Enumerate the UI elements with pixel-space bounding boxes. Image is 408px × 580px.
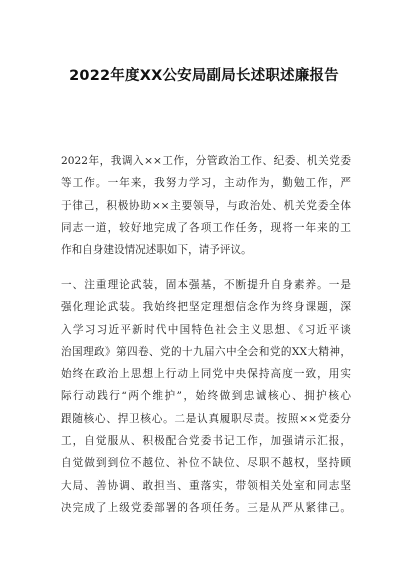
text-line: 跟随核心、捍卫核心。二是认真履职尽责。按照××党委分 [61,412,351,425]
text-line: 大局、善协调、敢担当、重落实，带领相关处室和同志坚 [61,479,351,492]
paragraph-section-one [61,274,351,519]
text-line: 等工作。一年来，我努力学习，主动作为，勤勉工作，严 [61,177,351,190]
text-line: 强化理论武装。我始终把坚定理想信念作为终身课题，深 [61,301,351,314]
text-line: 一、注重理论武装，固本强基，不断提升自身素养。一是 [61,279,351,291]
text-line: 同志一道，较好地完成了各项工作任务，现将一年来的工 [61,221,351,234]
text-line: 工，自觉服从、积极配合党委书记工作，加强请示汇报， [61,435,351,448]
document-title: 2022年度XX公安局副局长述职述廉报告 [69,68,339,84]
text-line: 作和自身建设情况述职如下，请予评议。 [61,244,252,257]
text-line: 于律己，积极协助××主要领导，与政治处、机关党委全体 [61,199,351,212]
text-line: 治国理政》第四卷、党的十九届六中全会和党的XX大精神， [61,345,351,358]
text-line: 入学习习近平新时代中国特色社会主义思想、《习近平谈 [61,323,351,336]
text-line: 决完成了上级党委部署的各项任务。三是从严从紧律己。 [61,501,351,514]
text-line: 自觉做到到位不越位、补位不缺位、尽职不越权，坚持顾 [61,457,351,470]
text-line: 始终在政治上思想上行动上同党中央保持高度一致，用实 [61,368,351,381]
text-line: 际行动践行“两个维护”，始终做到忠诚核心、拥护核心 [61,390,351,403]
text-line: 2022年，我调入××工作，分管政治工作、纪委、机关党委 [61,155,351,167]
paragraph-intro [61,150,351,261]
